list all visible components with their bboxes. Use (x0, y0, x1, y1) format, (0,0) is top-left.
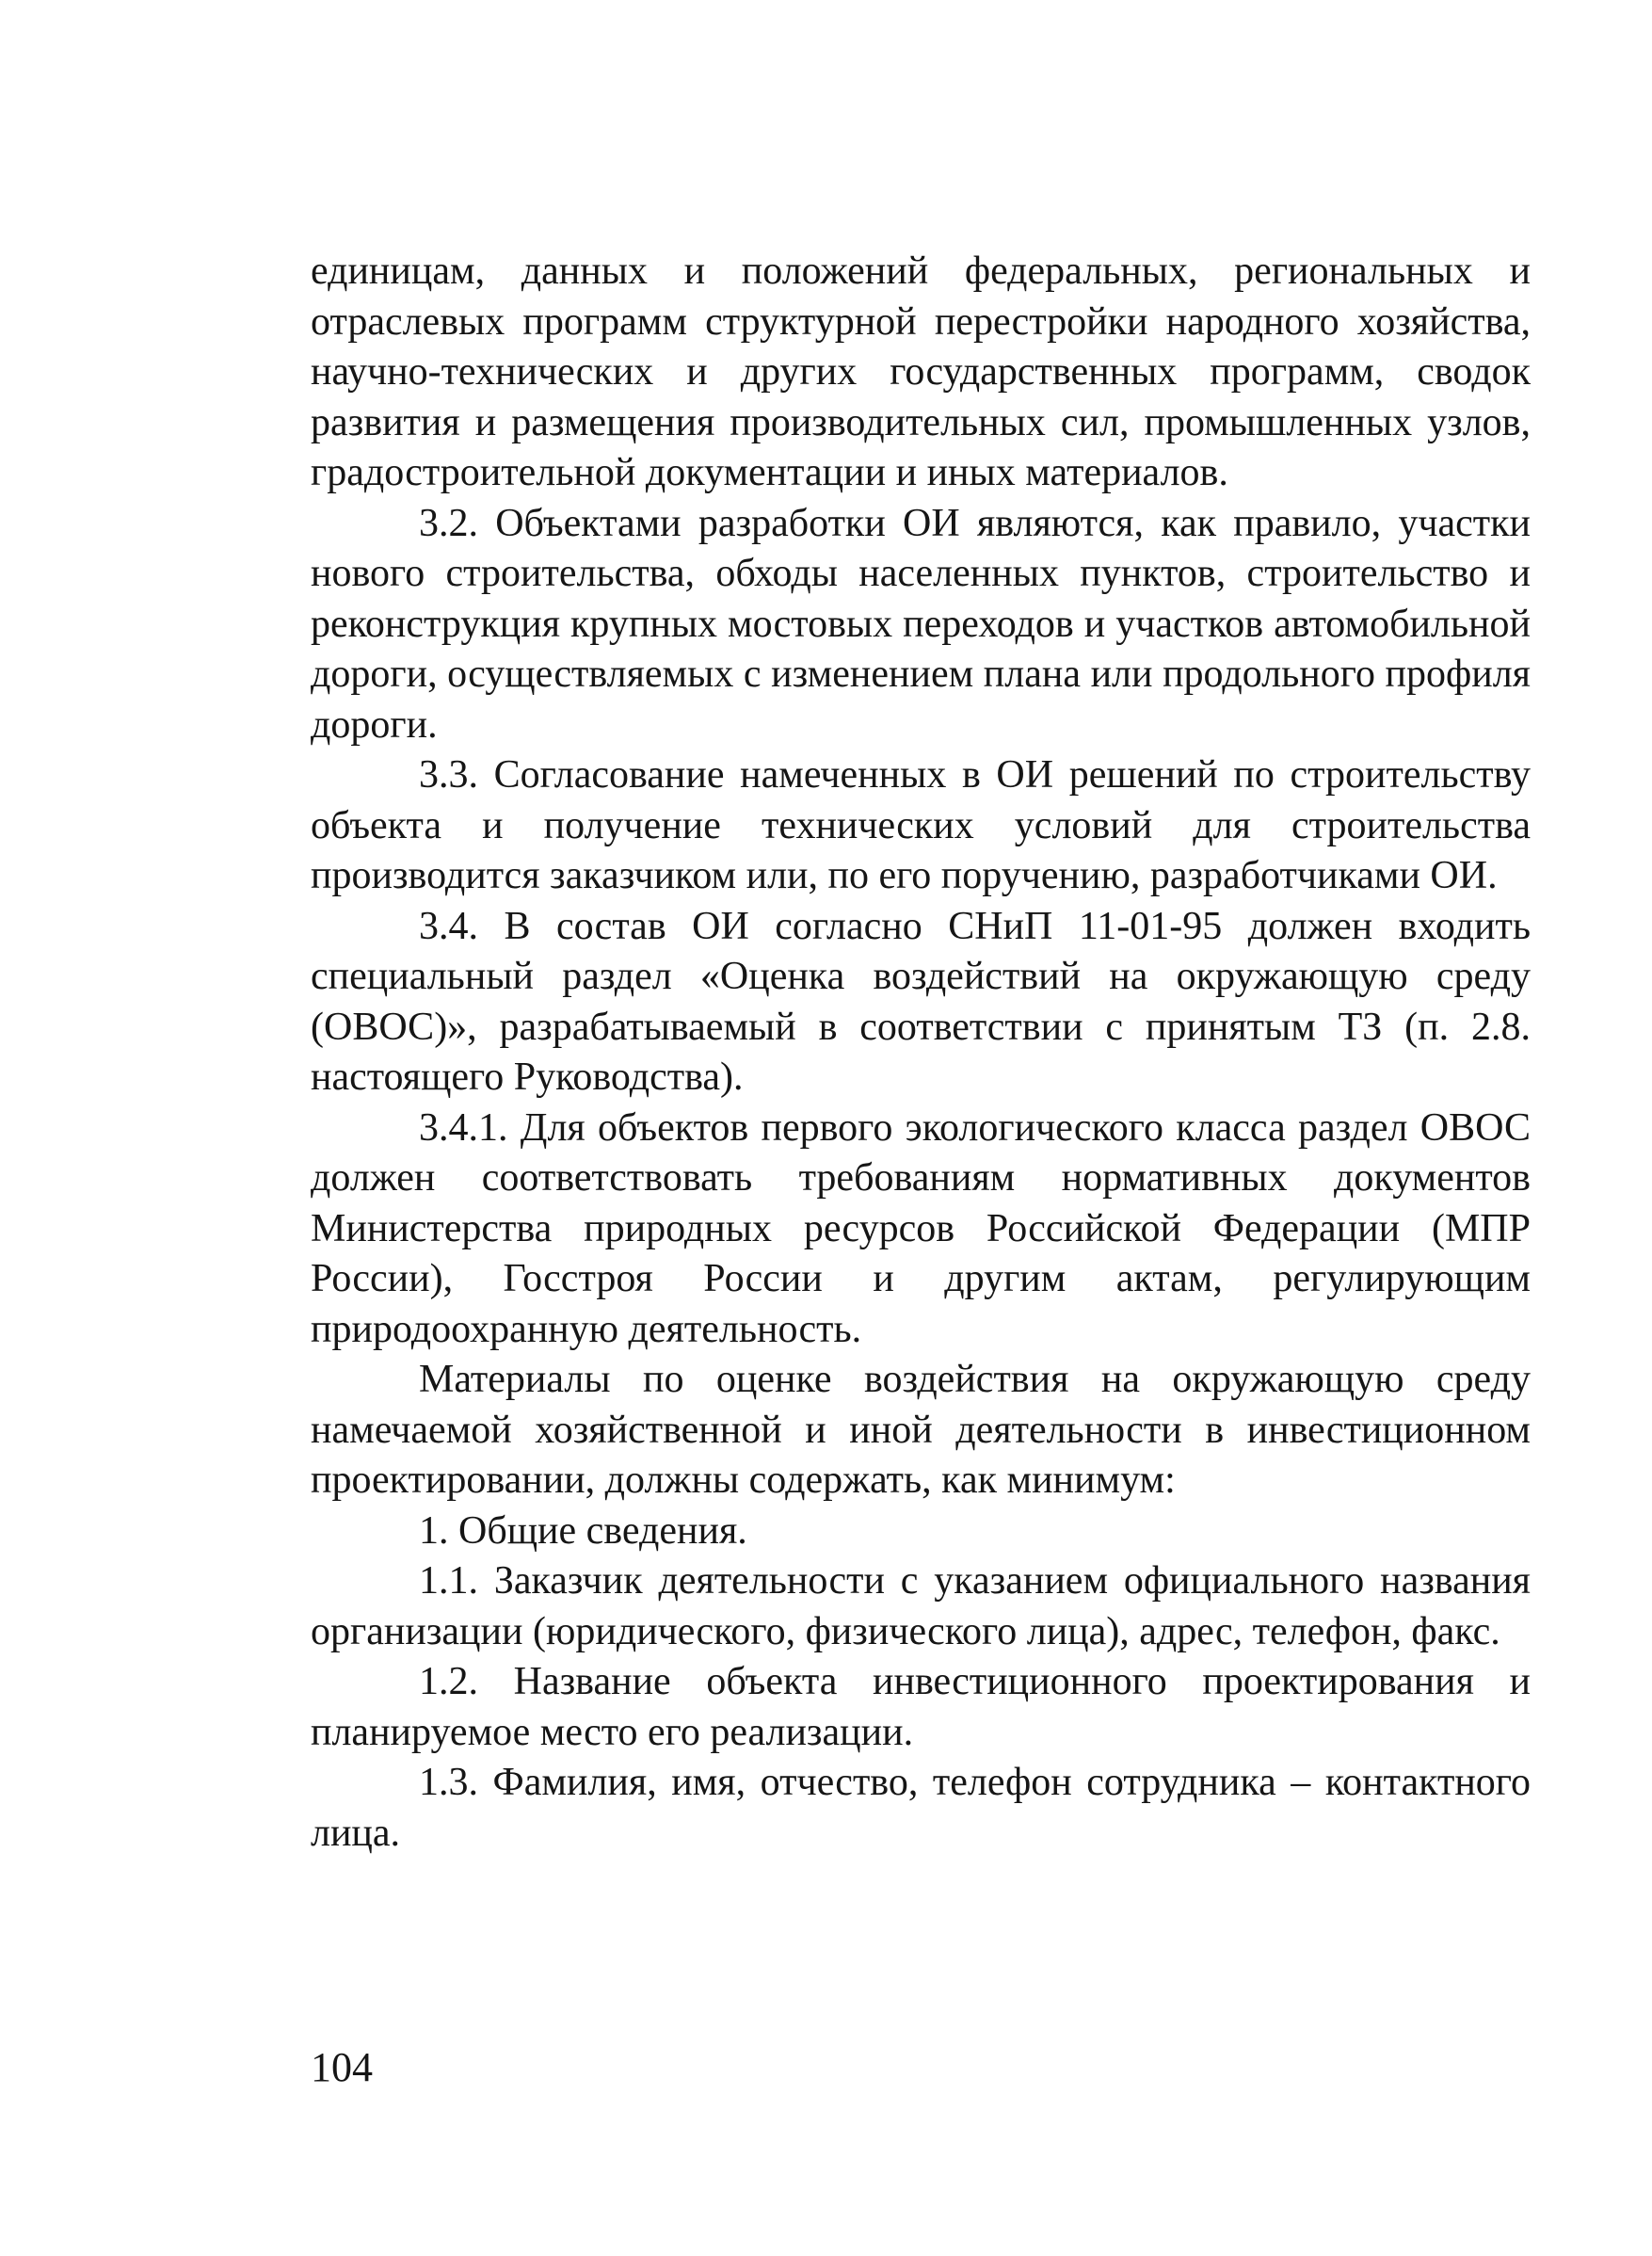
list-item-1-2: 1.2. Название объекта инвестиционного проектирования и планируемое место его реализации. (311, 1660, 1531, 1754)
list-item-1: 1. Общие сведения. (419, 1508, 747, 1553)
list-item-1-1: 1.1. Заказчик деятельности с указанием официального названия организации (юридического, физического лица), адрес, телефон, факс. (311, 1559, 1531, 1653)
paragraph-3-2: 3.2. Объектами разработки ОИ являются, как правило, участки нового строительства, обходы населенных пунктов, строительство и реконструкция крупных мостовых переходов и участков автомобильной дороги, осуществляемых с изменением плана или продольного профиля дороги. (311, 501, 1531, 747)
document-body (311, 247, 1531, 1859)
paragraph-3-4-1: 3.4.1. Для объектов первого экологического класса раздел ОВОС должен соответствовать требованиям нормативных документов Министерства природных ресурсов Российской Федерации (МПР России), Госстроя России и другим актам, регулирующим природоохранную деятельность. (311, 1105, 1531, 1351)
paragraph-continuation: единицам, данных и положений федеральных, региональных и отраслевых программ структурной перестройки народного хозяйства, научно-технических и других государственных программ, сводок развития и размещения производительных сил, промышленных узлов, градостроительной документации и иных материалов. (311, 250, 1531, 494)
list-item-1-3: 1.3. Фамилия, имя, отчество, телефон сотрудника – контактного лица. (311, 1761, 1531, 1855)
paragraph-3-4: 3.4. В состав ОИ согласно СНиП 11-01-95 должен входить специальный раздел «Оценка воздействий на окружающую среду (ОВОС)», разрабатываемый в соответствии с принятым ТЗ (п. 2.8. настоящего Руководства). (311, 904, 1531, 1099)
paragraph-3-3: 3.3. Согласование намеченных в ОИ решений по строительству объекта и получение технических условий для строительства производится заказчиком или, по его поручению, разработчиками ОИ. (311, 753, 1531, 897)
paragraph-materials-intro: Материалы по оценке воздействия на окружающую среду намечаемой хозяйственной и иной деятельности в инвестиционном проектировании, должны содержать, как минимум: (311, 1358, 1531, 1502)
page-number: 104 (311, 2044, 373, 2090)
